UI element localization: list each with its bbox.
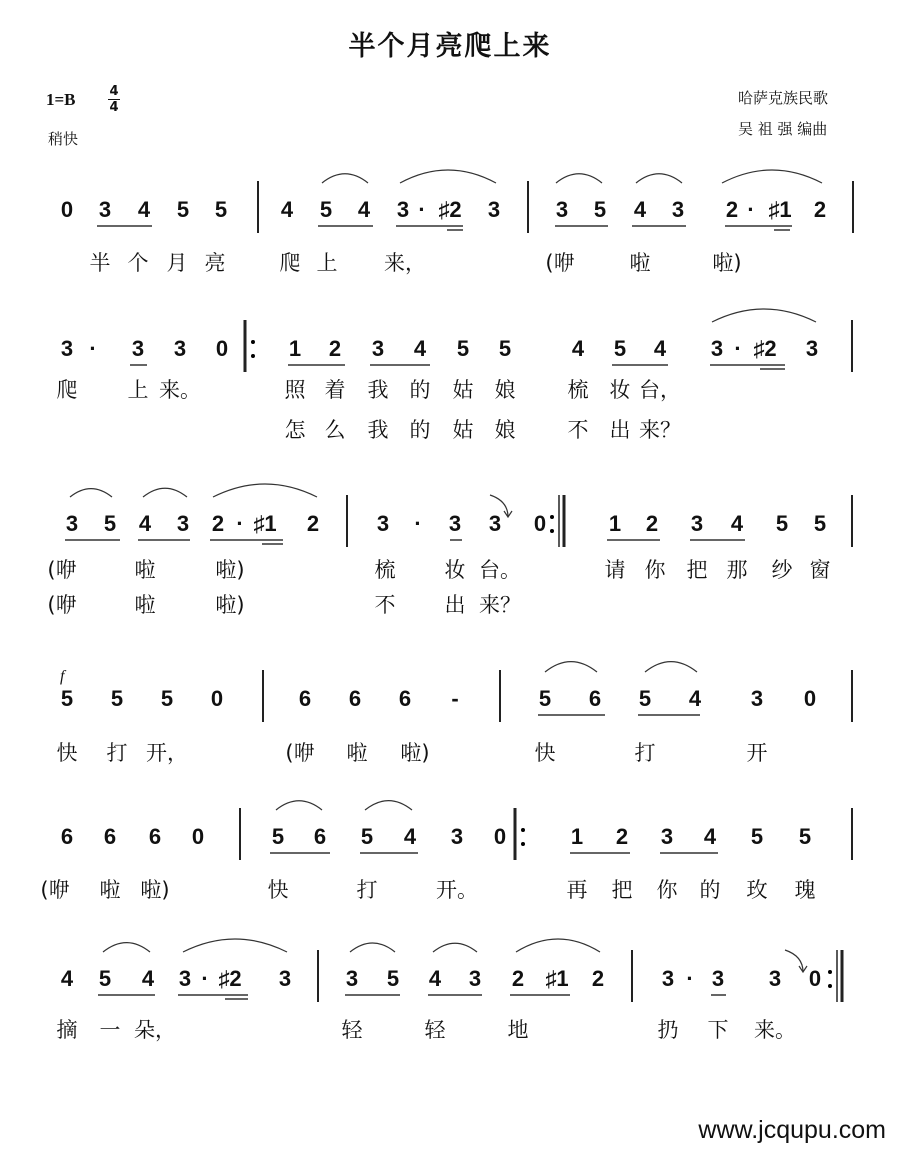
note: 5	[103, 511, 117, 536]
slur	[556, 174, 602, 183]
lyric-syllable: 纱	[771, 558, 793, 582]
slur	[70, 489, 112, 497]
note: 3	[278, 966, 292, 991]
augmentation-dot: ·	[236, 511, 244, 536]
note: 3	[711, 966, 725, 991]
lyric-syllable: 轻	[341, 1018, 363, 1042]
note: 4	[703, 824, 717, 849]
note: 2	[211, 511, 225, 536]
time-top: 4	[109, 84, 119, 99]
note: 2	[511, 966, 525, 991]
note: 4	[653, 336, 667, 361]
note: 3	[710, 336, 724, 361]
note: 0	[210, 686, 224, 711]
note: 2	[591, 966, 605, 991]
lyric-syllable: 玫	[746, 878, 768, 902]
lyric-syllable: (咿	[285, 741, 315, 765]
augmentation-dot: ·	[201, 966, 209, 991]
lyric-syllable: 来。	[754, 1018, 796, 1042]
lyric-syllable: 出	[609, 418, 631, 442]
lyric-syllable: 打	[634, 741, 656, 765]
lyric-syllable: 的	[409, 418, 431, 442]
lyric-syllable: 不	[567, 418, 589, 442]
lyric-syllable: 扔	[657, 1018, 679, 1042]
repeat-dot	[828, 970, 832, 974]
note: 4	[280, 197, 294, 222]
note: 3	[98, 197, 112, 222]
lyric-syllable: 台。	[479, 558, 521, 582]
repeat-dot	[251, 354, 255, 358]
slur	[400, 170, 496, 183]
lyric-syllable: 朵，	[134, 1018, 176, 1042]
slur	[350, 943, 395, 952]
lyric-syllable: 啦)	[215, 558, 245, 582]
note: 2	[645, 511, 659, 536]
note: 5	[750, 824, 764, 849]
note: 3	[176, 511, 190, 536]
slur	[143, 488, 187, 497]
note: 3	[750, 686, 764, 711]
lyric-syllable: (咿	[47, 558, 77, 582]
note: 6	[348, 686, 362, 711]
lyric-syllable: 来。	[159, 378, 201, 402]
note: 5	[798, 824, 812, 849]
note: 5	[775, 511, 789, 536]
arranger: 吴 祖 强 编曲	[738, 120, 828, 138]
note: 4	[138, 511, 152, 536]
lyric-syllable: 月	[166, 251, 188, 275]
lyric-syllable: 梳	[567, 378, 589, 402]
note: 3	[173, 336, 187, 361]
lyric-syllable: 打	[356, 878, 378, 902]
lyric-syllable: 摘	[56, 1018, 78, 1042]
note: 6	[588, 686, 602, 711]
note: 5	[456, 336, 470, 361]
augmentation-dot: ·	[734, 336, 742, 361]
note: 3	[690, 511, 704, 536]
note: 3	[396, 197, 410, 222]
line-1-marks	[97, 170, 853, 233]
lyric-syllable: 请	[604, 558, 626, 582]
lyric-syllable: 的	[409, 378, 431, 402]
lyric-syllable: 开	[746, 741, 768, 765]
slur	[645, 662, 697, 672]
note: 5	[538, 686, 552, 711]
note: 3	[178, 966, 192, 991]
note: 3	[671, 197, 685, 222]
note: 3	[371, 336, 385, 361]
lyric-syllable: 快	[267, 878, 289, 902]
note: 3	[805, 336, 819, 361]
lyric-syllable: 啦)	[400, 741, 430, 765]
repeat-dot	[550, 529, 554, 533]
note: 3	[661, 966, 675, 991]
line-2-marks	[130, 309, 852, 372]
lyric-syllable: 把	[611, 878, 633, 902]
lyric-syllable: 我	[367, 418, 389, 442]
lyric-syllable: 啦	[134, 558, 156, 582]
note: 3	[468, 966, 482, 991]
note: 4	[60, 966, 74, 991]
lyric-syllable: 亮	[204, 251, 226, 275]
note: 6	[313, 824, 327, 849]
note: 4	[688, 686, 702, 711]
note: ♯1	[253, 511, 277, 536]
note: 4	[730, 511, 744, 536]
note: 3	[487, 197, 501, 222]
note: 3	[345, 966, 359, 991]
song-title: 半个月亮爬上来	[348, 31, 552, 62]
note: 3	[660, 824, 674, 849]
note: 0	[803, 686, 817, 711]
note: 3	[488, 511, 502, 536]
lyric-syllable: 爬	[56, 378, 78, 402]
lyric-syllable: 啦)	[215, 593, 245, 617]
note: 5	[160, 686, 174, 711]
lyric-syllable: 娘	[494, 378, 516, 402]
slur	[722, 170, 822, 183]
note: 5	[593, 197, 607, 222]
note: 4	[633, 197, 647, 222]
note: 0	[215, 336, 229, 361]
lyric-syllable: 快	[56, 741, 78, 765]
lyric-syllable: 瑰	[794, 878, 816, 902]
note: 5	[813, 511, 827, 536]
note: 5	[271, 824, 285, 849]
repeat-dot	[521, 842, 525, 846]
note: ♯2	[753, 336, 777, 361]
song-origin: 哈萨克族民歌	[738, 89, 829, 107]
lyric-syllable: 出	[444, 593, 466, 617]
lyric-syllable: 把	[686, 558, 708, 582]
augmentation-dot: ·	[89, 336, 97, 361]
repeat-dot	[550, 515, 554, 519]
note: 3	[60, 336, 74, 361]
note: 3	[131, 336, 145, 361]
lyric-syllable: 再	[566, 878, 588, 902]
note: 0	[533, 511, 547, 536]
lyric-syllable: 妆	[444, 558, 466, 582]
augmentation-dot: ·	[418, 197, 426, 222]
lyric-syllable: (咿	[40, 878, 70, 902]
augmentation-dot: ·	[747, 197, 755, 222]
lyric-syllable: 着	[324, 378, 346, 402]
lyric-syllable: 的	[699, 878, 721, 902]
augmentation-dot: ·	[686, 966, 694, 991]
lyric-syllable: 啦	[629, 251, 651, 275]
lyric-syllable: (咿	[47, 593, 77, 617]
lyric-syllable: 啦	[134, 593, 156, 617]
lyric-syllable: 来，	[384, 251, 426, 275]
lyric-syllable: 娘	[494, 418, 516, 442]
extension-dash: -	[451, 686, 459, 711]
note: 3	[555, 197, 569, 222]
lyric-syllable: 来？	[479, 593, 521, 617]
lyric-syllable: 地	[507, 1018, 529, 1042]
lyric-syllable: 我	[367, 378, 389, 402]
note: 5	[60, 686, 74, 711]
slur	[712, 309, 816, 322]
glide-arrow-icon	[785, 950, 807, 972]
note: 2	[615, 824, 629, 849]
lyric-syllable: 窗	[809, 558, 831, 582]
lyric-syllable: 怎	[284, 418, 306, 442]
note: 3	[450, 824, 464, 849]
repeat-dot	[828, 984, 832, 988]
augmentation-dot: ·	[414, 511, 422, 536]
lyric-syllable: 半	[89, 251, 111, 275]
note: 5	[498, 336, 512, 361]
note: ♯2	[438, 197, 462, 222]
repeat-dot	[251, 340, 255, 344]
slur	[213, 484, 317, 497]
slur	[103, 943, 150, 952]
note: 5	[98, 966, 112, 991]
note: 4	[137, 197, 151, 222]
website-watermark: www.jcqupu.com	[698, 1116, 886, 1144]
note: 6	[148, 824, 162, 849]
lyric-syllable: 你	[656, 878, 678, 902]
note: ♯1	[768, 197, 792, 222]
slur	[322, 174, 368, 183]
note: 2	[813, 197, 827, 222]
lyric-syllable: 打	[106, 741, 128, 765]
lyric-syllable: 你	[644, 558, 666, 582]
note: 3	[65, 511, 79, 536]
lyric-syllable: 啦	[346, 741, 368, 765]
slur	[183, 939, 287, 952]
note: 5	[386, 966, 400, 991]
slur	[276, 801, 322, 810]
note: 2	[328, 336, 342, 361]
note: 5	[176, 197, 190, 222]
lyric-syllable: 下	[707, 1018, 729, 1042]
slur	[433, 943, 477, 952]
note: 4	[428, 966, 442, 991]
note: 5	[613, 336, 627, 361]
note: ♯2	[218, 966, 242, 991]
lyric-syllable: 照	[284, 378, 306, 402]
lyric-syllable: (咿	[545, 251, 575, 275]
lyric-syllable: 啦)	[712, 251, 742, 275]
note: 5	[214, 197, 228, 222]
note: 4	[141, 966, 155, 991]
lyric-syllable: 妆	[609, 378, 631, 402]
note: 1	[288, 336, 302, 361]
lyric-syllable: 个	[127, 251, 149, 275]
note: 4	[413, 336, 427, 361]
lyric-syllable: 啦)	[140, 878, 170, 902]
note: 1	[570, 824, 584, 849]
note: 0	[493, 824, 507, 849]
slur	[545, 662, 597, 672]
note: 4	[357, 197, 371, 222]
note: 5	[638, 686, 652, 711]
note: 5	[110, 686, 124, 711]
slur	[636, 174, 682, 183]
lyric-syllable: 来？	[639, 418, 681, 442]
note: 6	[103, 824, 117, 849]
key-signature: 1=B	[46, 90, 76, 109]
lyric-syllable: 不	[374, 593, 396, 617]
lyric-syllable: 啦	[99, 878, 121, 902]
note: 5	[319, 197, 333, 222]
note: 2	[306, 511, 320, 536]
note: 4	[571, 336, 585, 361]
note: 5	[360, 824, 374, 849]
lyric-syllable: 轻	[424, 1018, 446, 1042]
note: 0	[191, 824, 205, 849]
tempo-marking: 稍快	[48, 130, 79, 148]
slur	[516, 939, 600, 952]
lyric-syllable: 爬	[279, 251, 301, 275]
note: ♯1	[545, 966, 569, 991]
time-bottom: 4	[109, 100, 119, 115]
repeat-dot	[521, 828, 525, 832]
lyric-syllable: 上	[316, 251, 338, 275]
note: 1	[608, 511, 622, 536]
lyric-syllable: 上	[127, 378, 149, 402]
note: 4	[403, 824, 417, 849]
note: 3	[448, 511, 462, 536]
lyric-syllable: 么	[324, 418, 346, 442]
note: 2	[725, 197, 739, 222]
lyric-syllable: 开，	[146, 741, 188, 765]
lyric-syllable: 开。	[436, 878, 478, 902]
lyric-syllable: 姑	[452, 418, 474, 442]
note: 6	[298, 686, 312, 711]
lyric-syllable: 一	[99, 1018, 121, 1042]
note: 3	[768, 966, 782, 991]
lyric-syllable: 那	[726, 558, 748, 582]
note: 6	[398, 686, 412, 711]
note: 0	[60, 197, 74, 222]
note: 6	[60, 824, 74, 849]
lyric-syllable: 姑	[452, 378, 474, 402]
slur	[365, 801, 412, 810]
lyric-syllable: 梳	[374, 558, 396, 582]
note: 3	[376, 511, 390, 536]
dynamic-forte: f	[60, 668, 65, 685]
note: 0	[808, 966, 822, 991]
lyric-syllable: 台，	[639, 378, 681, 402]
lyric-syllable: 快	[534, 741, 556, 765]
